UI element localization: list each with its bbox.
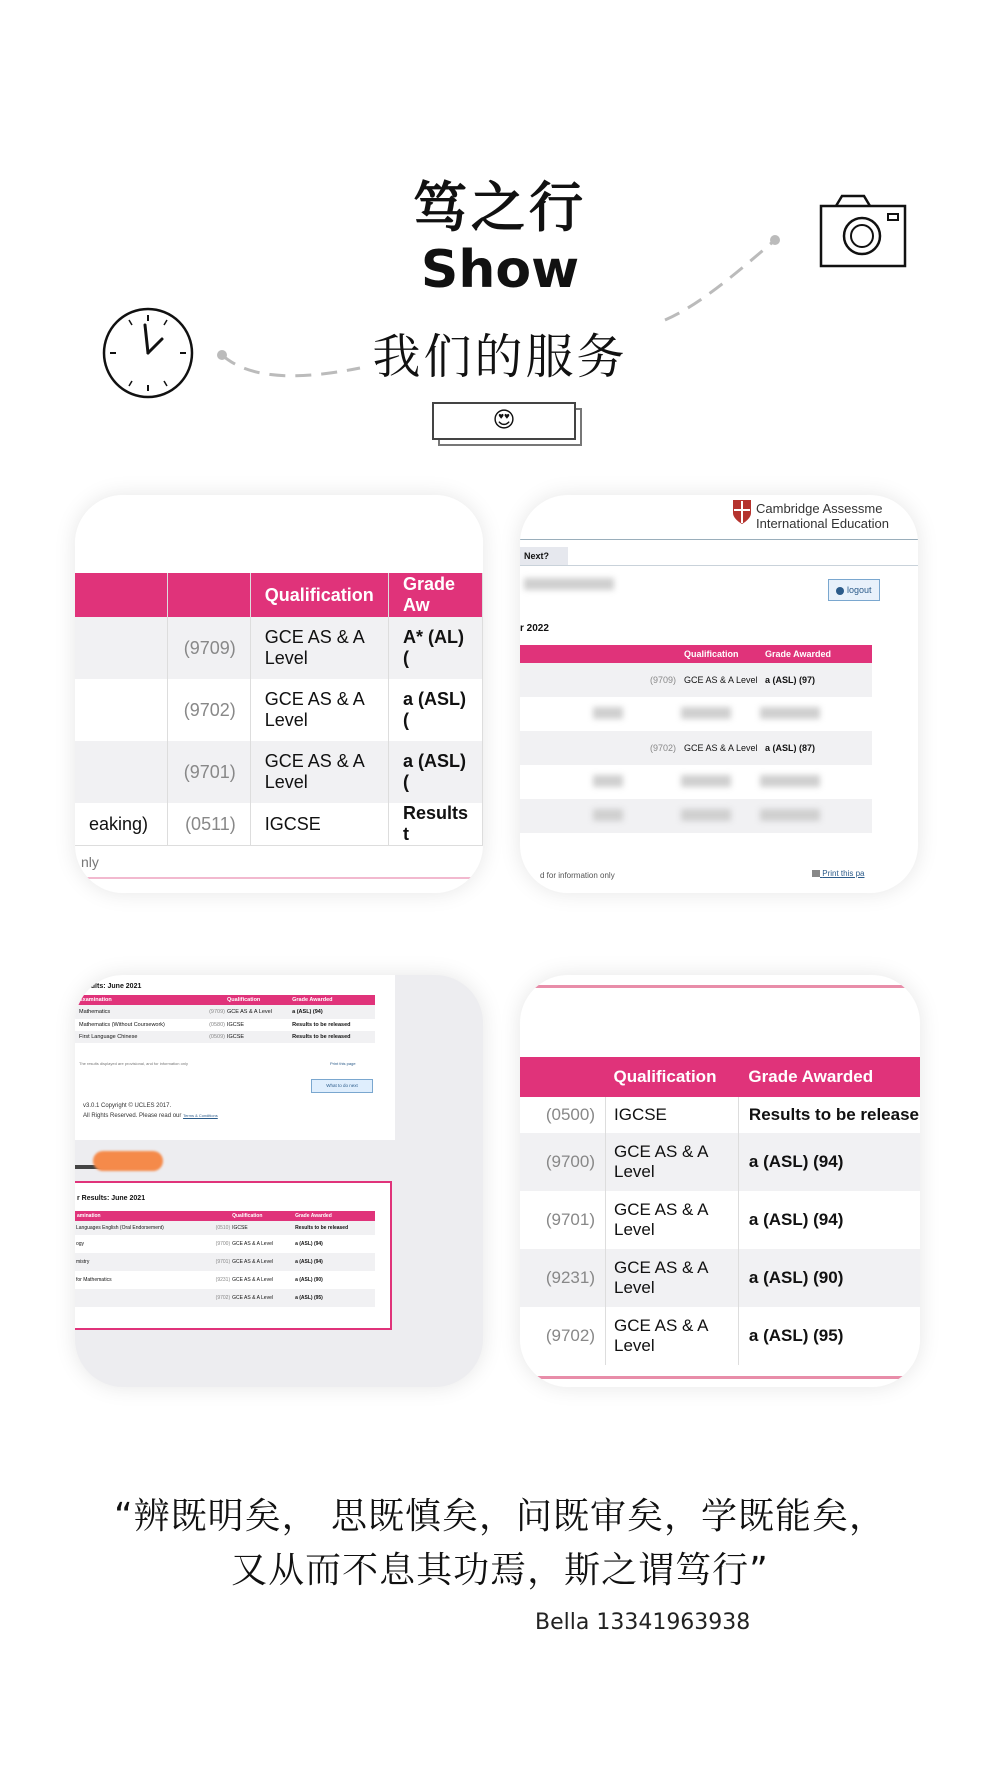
code-cell: (9709) <box>168 617 251 679</box>
qualification-cell: GCE AS & A Level <box>250 741 388 803</box>
results-table-1 <box>75 573 483 845</box>
qualification-cell: IGCSE <box>232 1225 248 1231</box>
print-icon <box>812 870 820 877</box>
blurred-name <box>524 577 614 595</box>
qualification-cell: IGCSE <box>226 1034 245 1040</box>
grade-cell: a (ASL) (94) <box>292 1009 323 1015</box>
terms-link[interactable]: Terms & Conditions <box>183 1113 218 1118</box>
header-grade: Grade Awarded <box>748 1067 874 1086</box>
subject-cell: Languages English (Oral Endorsement) <box>76 1225 164 1231</box>
subject-cell: for Mathematics <box>76 1277 112 1283</box>
result-card-4 <box>520 975 920 1387</box>
table-row <box>75 617 483 679</box>
code-cell: (0510) <box>215 1225 231 1231</box>
subject-cell <box>75 617 168 679</box>
qualification-cell: GCE AS & A Level <box>606 1133 739 1191</box>
copyright-text: All Rights Reserved. Please read our <box>83 1113 182 1119</box>
table-row <box>520 1249 920 1307</box>
header-examination: Examination <box>79 997 112 1003</box>
code-cell: (9702) <box>649 743 676 753</box>
qualification-cell: GCE AS & A Level <box>226 1009 272 1015</box>
provisional-note: The results displayed are provisional, and for information only <box>79 1061 188 1066</box>
subject-cell <box>75 1289 207 1307</box>
table-row <box>520 1097 920 1133</box>
subject-cell: First Language Chinese <box>79 1034 138 1040</box>
grade-cell: a (ASL) (94) <box>295 1259 323 1265</box>
copyright-line-1: v3.0.1 Copyright © UCLES 2017. <box>83 1103 172 1109</box>
qualification-cell: GCE AS & A Level <box>232 1295 273 1301</box>
series-title: r 2022 <box>520 623 549 634</box>
table-row <box>520 1191 920 1249</box>
code-cell: (0509) <box>209 1034 225 1040</box>
screenshot-bottom-panel <box>75 1181 392 1330</box>
header-qualification: Qualification <box>232 1213 263 1219</box>
qualification-cell: GCE AS & A Level <box>684 675 758 685</box>
qualification-cell: GCE AS & A Level <box>232 1277 273 1283</box>
table-row <box>75 1235 375 1253</box>
table-row <box>520 1307 920 1365</box>
table-row <box>75 1253 375 1271</box>
table-row <box>75 1031 375 1043</box>
code-cell: (9702) <box>520 1307 606 1365</box>
code-cell: (9702) <box>168 679 251 741</box>
page-title-en: Show <box>420 240 580 300</box>
header-qualification: Qualification <box>226 997 261 1003</box>
result-card-1 <box>75 495 483 893</box>
subject-cell <box>75 679 168 741</box>
table-row <box>75 1019 375 1031</box>
result-card-2 <box>520 495 918 893</box>
clock-icon <box>100 305 196 401</box>
header-grade: Grade Awarded <box>295 1213 332 1219</box>
screenshot-top-panel <box>75 975 395 1140</box>
print-link[interactable] <box>812 869 864 878</box>
header-grade: Grade Awarded <box>765 649 832 659</box>
logo-line-1: Cambridge Assessme <box>756 501 883 516</box>
code-cell: (0500) <box>520 1097 606 1133</box>
table-row <box>520 1133 920 1191</box>
code-cell: (9231) <box>520 1249 606 1307</box>
logout-button[interactable] <box>828 579 880 601</box>
table-row <box>520 731 872 765</box>
grade-cell: a (ASL) (90) <box>295 1277 323 1283</box>
code-cell: (9701) <box>215 1259 231 1265</box>
quote-line-2: 又从而不息其功焉，斯之谓笃行” <box>231 1550 769 1591</box>
subject-cell: eaking) <box>75 803 168 845</box>
table-row <box>75 1271 375 1289</box>
grade-cell: A* (AL) ( <box>388 617 482 679</box>
code-cell: (9709) <box>649 675 676 685</box>
grade-cell: a (ASL) (90) <box>748 1268 844 1287</box>
header-qualification: Qualification <box>684 649 739 659</box>
print-link[interactable]: Print this page <box>330 1061 356 1066</box>
grade-cell: Results to be released <box>292 1034 351 1040</box>
qualification-cell: GCE AS & A Level <box>232 1241 273 1247</box>
grade-cell: a (ASL) (94) <box>295 1241 323 1247</box>
header-qualification: Qualification <box>250 573 388 617</box>
grade-cell: a (ASL) (97) <box>765 675 816 685</box>
header-qualification: Qualification <box>613 1067 717 1086</box>
subject-cell: ogy <box>76 1241 85 1247</box>
table-row <box>75 1221 375 1235</box>
code-cell: (0511) <box>168 803 251 845</box>
results-table-3b <box>75 1211 375 1307</box>
grade-cell: Results to be release <box>748 1105 919 1124</box>
print-label: Print this pa <box>822 869 865 878</box>
code-cell: (9702) <box>215 1295 231 1301</box>
logo-line-2: International Education <box>756 516 889 531</box>
qualification-cell: IGCSE <box>226 1022 245 1028</box>
page-title-cn: 笃之行 <box>413 176 587 239</box>
subject-cell: Mathematics <box>79 1009 111 1015</box>
header-cell <box>168 573 251 617</box>
copyright-line-2 <box>83 1113 218 1119</box>
qualification-cell: IGCSE <box>606 1097 739 1133</box>
table-row <box>520 663 872 697</box>
header-cell <box>592 645 680 663</box>
results-table-4 <box>520 1057 920 1365</box>
header-cell <box>75 573 168 617</box>
code-cell: (9701) <box>168 741 251 803</box>
footer-note: nly <box>75 845 483 878</box>
qualification-cell: GCE AS & A Level <box>684 743 758 753</box>
emoji-badge: 😍 <box>432 402 576 440</box>
quote-line-1: “辨既明矣， 思既慎矣，问既审矣，学既能矣， <box>113 1496 887 1537</box>
code-cell: (9700) <box>215 1241 231 1247</box>
qualification-cell: GCE AS & A Level <box>250 617 388 679</box>
panel-title: r Results: June 2021 <box>77 1195 146 1202</box>
results-table-3a <box>75 995 375 1043</box>
table-row <box>75 741 483 803</box>
qualification-cell: GCE AS & A Level <box>606 1249 739 1307</box>
code-cell: (9231) <box>215 1277 231 1283</box>
grade-cell: a (ASL) (95) <box>295 1295 323 1301</box>
what-to-do-next-button[interactable]: What to do next <box>311 1079 373 1093</box>
code-cell: (9700) <box>520 1133 606 1191</box>
code-cell: (9709) <box>209 1009 225 1015</box>
grade-cell: a (ASL) (94) <box>748 1152 844 1171</box>
grade-cell: a (ASL) (95) <box>748 1326 844 1345</box>
page-subtitle: 我们的服务 <box>372 329 628 385</box>
logout-label: logout <box>846 585 872 595</box>
header-cell <box>520 1057 606 1097</box>
table-row <box>75 679 483 741</box>
redaction-mark <box>93 1151 163 1171</box>
table-row-blurred <box>520 697 872 731</box>
qualification-cell: GCE AS & A Level <box>606 1307 739 1365</box>
table-row-blurred <box>520 765 872 799</box>
table-row-blurred <box>520 799 872 833</box>
contact-signature: Bella 13341963938 <box>535 1610 751 1635</box>
header-cell <box>520 645 592 663</box>
cambridge-shield-icon <box>732 499 752 525</box>
code-cell: (9701) <box>520 1191 606 1249</box>
grade-cell: a (ASL) ( <box>388 679 482 741</box>
subject-cell: mistry <box>76 1259 90 1265</box>
header-examination: amination <box>77 1213 101 1219</box>
qualification-cell: GCE AS & A Level <box>606 1191 739 1249</box>
code-cell: (0580) <box>209 1022 225 1028</box>
subject-cell <box>75 741 168 803</box>
qualification-cell: GCE AS & A Level <box>232 1259 273 1265</box>
qualification-cell: GCE AS & A Level <box>250 679 388 741</box>
grade-cell: Results t <box>388 803 482 845</box>
header-grade: Grade Aw <box>388 573 482 617</box>
footer-note: d for information only <box>540 871 615 880</box>
logout-icon <box>836 587 844 595</box>
panel-title: esults: June 2021 <box>83 983 142 990</box>
grade-cell: a (ASL) ( <box>388 741 482 803</box>
tab-next[interactable]: Next? <box>520 547 568 565</box>
header-grade: Grade Awarded <box>292 997 333 1003</box>
results-table-2 <box>520 645 872 833</box>
table-row <box>75 1289 375 1307</box>
table-row <box>75 1005 375 1019</box>
table-row <box>75 803 483 845</box>
grade-cell: a (ASL) (87) <box>765 743 816 753</box>
result-card-3 <box>75 975 483 1387</box>
grade-cell: Results to be released <box>292 1022 351 1028</box>
subject-cell: Mathematics (Without Coursework) <box>79 1022 165 1028</box>
qualification-cell: IGCSE <box>250 803 388 845</box>
camera-icon <box>818 192 908 270</box>
grade-cell: a (ASL) (94) <box>748 1210 844 1229</box>
grade-cell: Results to be released <box>295 1225 349 1231</box>
